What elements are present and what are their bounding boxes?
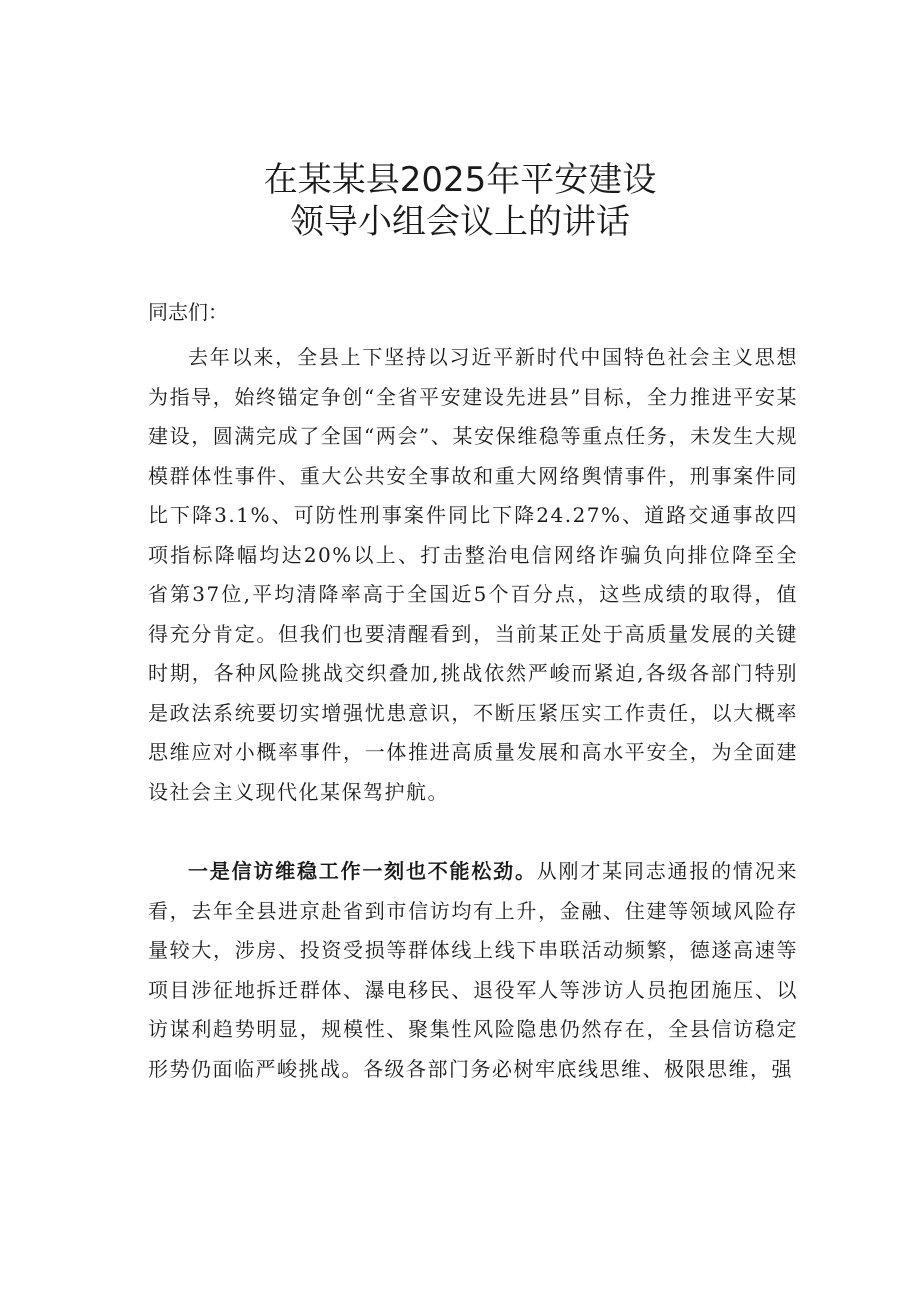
paragraph-intro: 去年以来，全县上下坚持以习近平新时代中国特色社会主义思想为指导，始终锚定争创“全省平安建设先进县”目标，全力推进平安某建设，圆满完成了全国“两会”、某安保维稳等重点任务，未发生大规模群体性事件、重大公共安全事故和重大网络舆情事件，刑事案件同比下降3.1%、可防性刑事案件同比下降24.27%、道路交通事故四项指标降幅均达20%以上、打击整治电信网络诈骗负向排位降至全省第37位,平均清降率高于全国近5个百分点，这些成绩的取得，值得充分肯定。但我们也要清醒看到，当前某正处于高质量发展的关键时期，各种风险挑战交织叠加,挑战依然严峻而紧迫,各级各部门特别是政法系统要切实增强忧患意识，不断压紧压实工作责任，以大概率思维应对小概率事件，一体推进高质量发展和高水平安全，为全面建设社会主义现代化某保驾护航。 [148, 345, 798, 804]
document-title-line-1: 在某某县2025年平安建设 [263, 160, 657, 200]
salutation: 同志们： [148, 300, 228, 324]
document-title-line-2: 领导小组会议上的讲话 [290, 202, 630, 242]
paragraph-body: 从刚才某同志通报的情况来看，去年全县进京赴省到市信访均有上升，金融、住建等领域风险存量较大，涉房、投资受损等群体线上线下串联活动频繁，德遂高速等项目涉征地拆迁群体、瀑电移民、退役军人等涉访人员抱团施压、以访谋利趋势明显，规模性、聚集性风险隐患仍然存在，全县信访稳定形势仍面临严峻挑战。各级各部门务必树牢底线思维、极限思维，强 [148, 859, 799, 1081]
paragraph-point-one [148, 852, 798, 1089]
paragraph-lead-heading: 一是信访维稳工作一刻也不能松劲。 [188, 859, 537, 883]
